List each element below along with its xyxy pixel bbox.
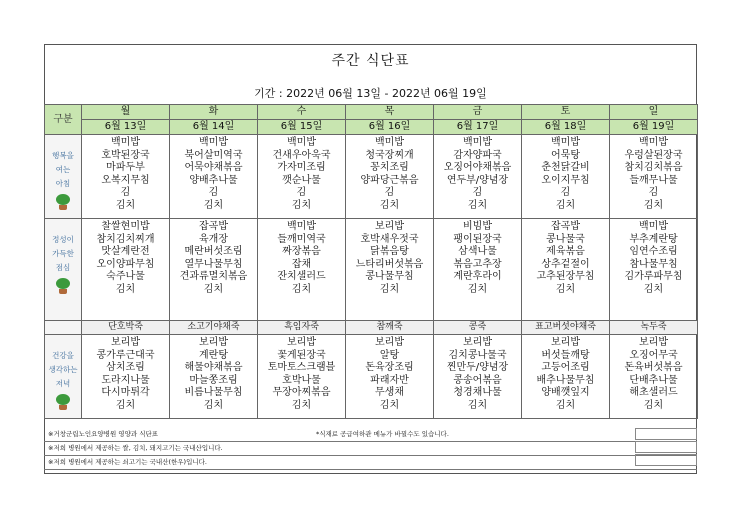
date-tue: 6월 14일	[170, 120, 258, 135]
approval-box	[635, 441, 697, 453]
footnote-1	[44, 428, 697, 442]
potted-plant-icon	[56, 278, 70, 294]
approval-boxes	[635, 428, 697, 467]
menu-cell: 보리밥 꽃게된장국 토마토스크램블 호박나물 무장아찌볶음 김치	[258, 335, 346, 419]
menu-cell: 백미밥 감자양파국 오징어야채볶음 연두부/양념장 김 김치	[434, 135, 522, 219]
weekday-sat: 토	[522, 105, 610, 120]
breakfast-label	[45, 135, 82, 219]
menu-cell: 백미밥 건새우아욱국 가자미조림 깻순나물 김 김치	[258, 135, 346, 219]
date-sat: 6월 18일	[522, 120, 610, 135]
menu-cell: 보리밥 콩가루근대국 삼치조림 도라지나물 다시마튀각 김치	[82, 335, 170, 419]
menu-cell: 보리밥 오징어무국 돈육버섯볶음 단배추나물 해초샐러드 김치	[610, 335, 698, 419]
porridge-cell: 흑임자죽	[258, 321, 346, 335]
meal-name-line: 정성이	[52, 235, 74, 244]
potted-plant-icon	[56, 394, 70, 410]
porridge-cell: 녹두죽	[610, 321, 698, 335]
menu-cell: 백미밥 호박된장국 마파두부 오복지무침 김 김치	[82, 135, 170, 219]
weekday-tue: 화	[170, 105, 258, 120]
footnote-3	[44, 456, 697, 470]
menu-cell: 보리밥 알탕 돈육장조림 파래자반 무생채 김치	[346, 335, 434, 419]
potted-plant-icon	[56, 194, 70, 210]
footnote-2	[44, 442, 697, 456]
porridge-cell: 콩죽	[434, 321, 522, 335]
dinner-row	[45, 335, 698, 419]
menu-cell: 백미밥 청국장찌개 꽁치조림 양파당근볶음 김 김치	[346, 135, 434, 219]
weekday-thu: 목	[346, 105, 434, 120]
menu-cell: 백미밥 북어살미역국 어묵야채볶음 양배추나물 김 김치	[170, 135, 258, 219]
corner-label: 구분	[45, 105, 82, 135]
porridge-row	[45, 321, 698, 335]
lunch-row	[45, 219, 698, 321]
menu-cell: 비빔밥 팽이된장국 삼색나물 볶음고추장 계란후라이 김치	[434, 219, 522, 321]
menu-cell: 보리밥 김치콩나물국 찐만두/양념장 콩송어볶음 청경채나물 김치	[434, 335, 522, 419]
meal-name-line: 여는	[55, 165, 71, 174]
menu-period: 기간 : 2022년 06월 13일 - 2022년 06월 19일	[254, 87, 487, 100]
lunch-label	[45, 219, 82, 321]
meal-name-line: 건강을	[52, 351, 74, 360]
menu-cell: 잡곡밥 육개장 메란버섯조림 열무나물무침 견과류멸치볶음 김치	[170, 219, 258, 321]
date-mon: 6월 13일	[82, 120, 170, 135]
date-fri: 6월 17일	[434, 120, 522, 135]
date-row	[45, 120, 698, 135]
menu-cell: 백미밥 어묵탕 춘천닭갈비 오이지무침 김 김치	[522, 135, 610, 219]
footnote-change-notice: *식재료 공급여하관 메뉴가 바뀔수도 있습니다.	[316, 430, 449, 438]
meal-name-line: 아침	[55, 179, 71, 188]
approval-box	[635, 428, 697, 440]
page-title: 주간 식단표	[331, 53, 410, 69]
porridge-cell: 참깨죽	[346, 321, 434, 335]
menu-cell: 보리밥 버섯들깨탕 고등어조림 배추나물무침 양배깻잎지 김치	[522, 335, 610, 419]
footnote-origin-beef: ※저희 병원에서 제공하는 쇠고기는 국내산(한우)입니다.	[48, 458, 207, 466]
menu-cell: 백미밥 들깨미역국 짜장볶음 잡채 잔치샐러드 김치	[258, 219, 346, 321]
menu-cell: 백미밥 우렁살된장국 참치김치볶음 들깨무나물 김 김치	[610, 135, 698, 219]
dinner-label	[45, 335, 82, 419]
porridge-label	[45, 321, 82, 335]
date-wed: 6월 15일	[258, 120, 346, 135]
approval-box	[635, 454, 697, 466]
date-sun: 6월 19일	[610, 120, 698, 135]
porridge-cell: 표고버섯야채죽	[522, 321, 610, 335]
weekday-sun: 일	[610, 105, 698, 120]
menu-cell: 보리밥 호박새우젓국 닭볶음탕 느타리버섯볶음 콩나물무침 김치	[346, 219, 434, 321]
footnote-hospital: ※거창군립노인요양병원 영양과 식단표	[48, 430, 159, 438]
footnotes	[44, 428, 697, 470]
meal-name-line: 생각하는	[48, 365, 78, 374]
weekday-wed: 수	[258, 105, 346, 120]
meal-name-line: 점심	[55, 263, 71, 272]
menu-cell: 잡곡밥 콩나물국 제육볶음 상추겉절이 고추된장무침 김치	[522, 219, 610, 321]
breakfast-row	[45, 135, 698, 219]
weekday-row	[45, 105, 698, 120]
weekday-mon: 월	[82, 105, 170, 120]
footnote-origin-rice: ※저희 병원에서 제공하는 쌀, 김치, 돼지고기는 국내산입니다.	[48, 444, 223, 452]
meal-name-line: 가득한	[52, 249, 74, 258]
weekday-fri: 금	[434, 105, 522, 120]
date-thu: 6월 16일	[346, 120, 434, 135]
meal-name-line: 저녁	[55, 379, 71, 388]
menu-cell: 보리밥 계란탕 해물야채볶음 마늘쫑조림 비름나물무침 김치	[170, 335, 258, 419]
porridge-cell: 단호박죽	[82, 321, 170, 335]
menu-cell: 백미밥 부추계란탕 임연수조림 참나물무침 김가루파무침 김치	[610, 219, 698, 321]
menu-cell: 찰쌀현미밥 참치김치찌개 맛살계란전 오이양파무침 숙주나물 김치	[82, 219, 170, 321]
meal-name-line: 행복을	[52, 151, 74, 160]
weekly-menu-table	[44, 104, 698, 419]
porridge-cell: 소고기야채죽	[170, 321, 258, 335]
